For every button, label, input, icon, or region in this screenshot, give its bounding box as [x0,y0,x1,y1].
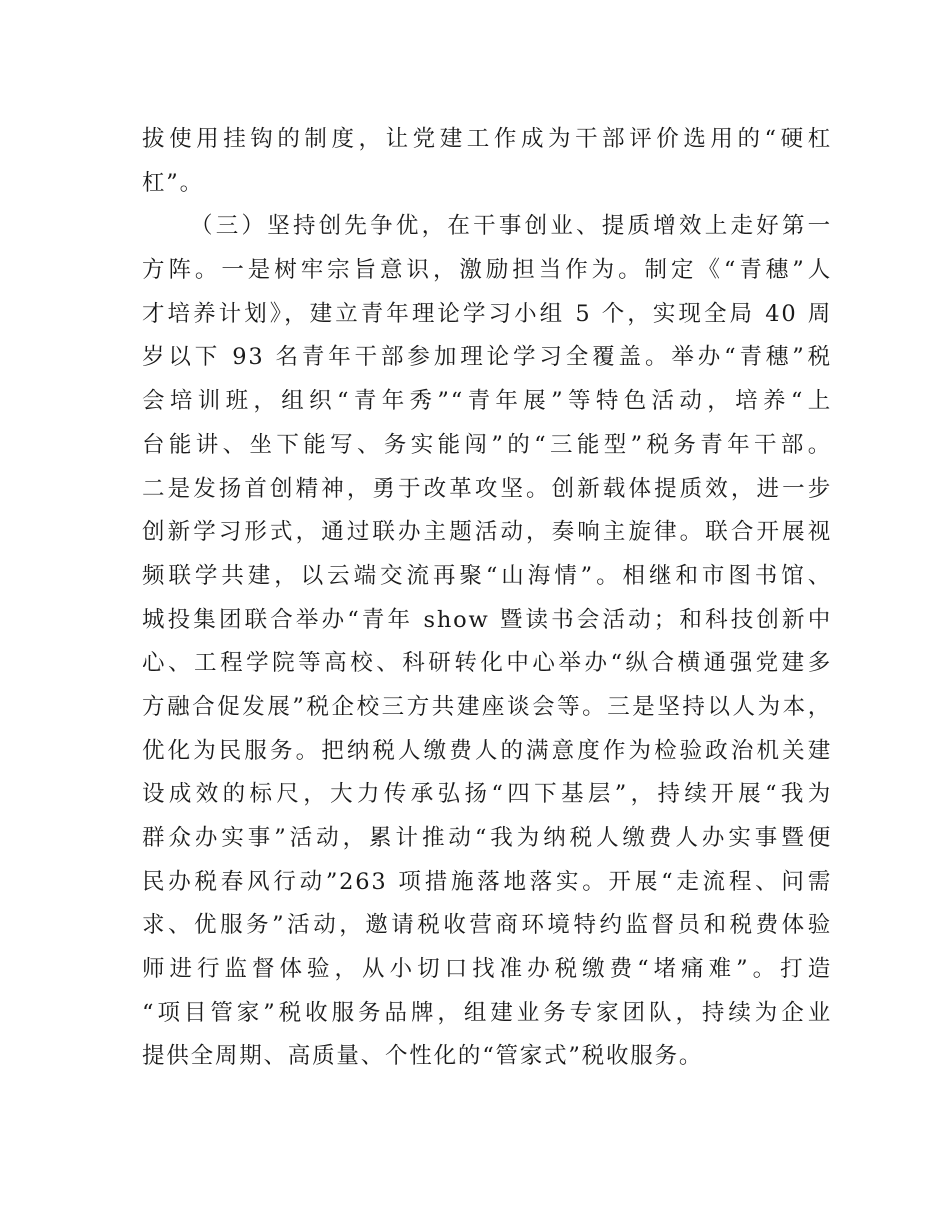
text-line: 优化为民服务。把纳税人缴费人的满意度作为检验政治机关建 [142,737,832,764]
text-line: 才培养计划》，建立青年理论学习小组 5 个，实现全局 40 周 [142,300,832,327]
text-line: 城投集团联合举办“青年 show 暨读书会活动；和科技创新中 [142,606,832,633]
paragraph-heading-line: （三）坚持创先争优，在干事创业、提质增效上走好第一 [190,213,832,240]
text-line: 方融合促发展”税企校三方共建座谈会等。三是坚持以人为本， [142,693,832,720]
text-line: 拔使用挂钩的制度，让党建工作成为干部评价选用的“硬杠 [142,126,832,152]
text-line: 民办税春风行动”263 项措施落地落实。开展“走流程、问需 [142,868,832,895]
text-line: 方阵。一是树牢宗旨意识，激励担当作为。制定《“青穗”人 [142,257,832,284]
text-line: 台能讲、坐下能写、务实能闯”的“三能型”税务青年干部。 [142,431,832,458]
text-line: 岁以下 93 名青年干部参加理论学习全覆盖。举办“青穗”税 [142,344,832,371]
text-line: 频联学共建，以云端交流再聚“山海情”。相继和市图书馆、 [142,562,832,589]
text-line: 会培训班，组织“青年秀”“青年展”等特色活动，培养“上 [142,388,832,415]
text-line: 二是发扬首创精神，勇于改革攻坚。创新载体提质效，进一步 [142,475,832,502]
text-line: 师进行监督体验，从小切口找准办税缴费“堵痛难”。打造 [142,956,832,983]
text-line: “项目管家”税收服务品牌，组建业务专家团队，持续为企业 [142,999,832,1026]
text-line: 提供全周期、高质量、个性化的“管家式”税收服务。 [142,1043,704,1070]
text-line: 创新学习形式，通过联办主题活动，奏响主旋律。联合开展视 [142,519,832,546]
body-text [142,118,832,1079]
text-line: 群众办实事”活动，累计推动“我为纳税人缴费人办实事暨便 [142,825,832,851]
text-line: 求、优服务”活动，邀请税收营商环境特约监督员和税费体验 [142,912,832,939]
text-line: 心、工程学院等高校、科研转化中心举办“纵合横通强党建多 [142,650,832,677]
text-line: 杠”。 [142,169,204,196]
text-line: 设成效的标尺，大力传承弘扬“四下基层”，持续开展“我为 [142,781,832,808]
